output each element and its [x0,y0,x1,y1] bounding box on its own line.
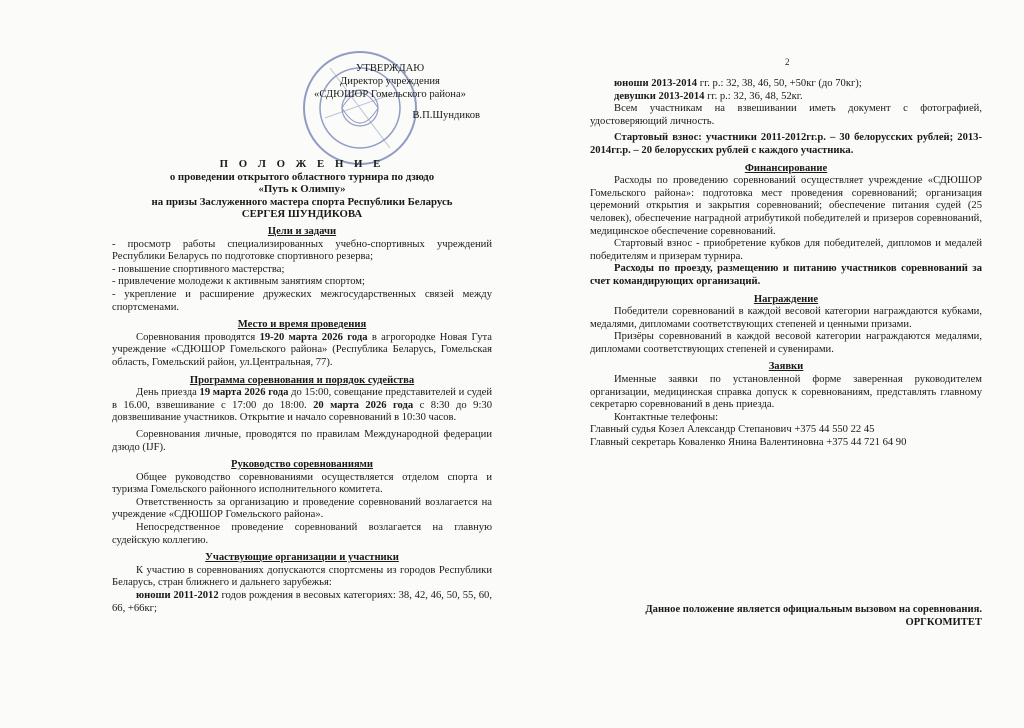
goal-item: - привлечение молодежи к активным занятиям спортом; [112,276,365,288]
contact-judge: Главный судья Козел Александр Степанович +375 44 550 22 45 [590,424,875,436]
place-heading: Место и время проведения [237,319,367,331]
management-p3: Непосредственное проведение соревнований возлагается на главную судейскую коллегию. [112,522,492,546]
title-line3: на призы Заслуженного мастера спорта Республики Беларусь [151,195,453,208]
program-heading: Программа соревнования и порядок судейства [189,374,415,386]
contacts-label: Контактные телефоны: [614,411,719,423]
goal-item: - повышение спортивного мастерства; [112,263,285,275]
place-text: Соревнования проводятся 19-20 марта 2026 года в агрогородке Новая Гута учреждение «СДЮШОР Гомельского района» (Республика Беларусь, Гомельская область, Гомельский район, ул.Центральная, 77). [112,331,492,368]
participants-girls: девушки 2013-2014 гг. р.: 32, 36, 48, 52кг. [614,90,803,102]
footer-line1: Данное положение является официальным вызовом на соревнования. [645,604,982,615]
approve-line2: «СДЮШОР Гомельского района» [314,89,466,100]
finance-p2: Стартовый взнос - приобретение кубков для победителей, дипломов и медалей победителям и призерам турнира. [590,238,982,262]
program-text: День приезда 19 марта 2026 года до 15:00, совещание представителей и судей в 16.00, взвешивание с 17:00 до 18:00. 20 марта 2026 года с 8:30 до 9:30 довзвешивание участников. Открытие и начало соревнований в 10:30 часов. [112,387,492,424]
footer-block [590,603,982,629]
finance-p3: Расходы по проезду, размещению и питанию участников соревнований за счет командирующих организаций. [590,263,982,287]
goal-item: - укрепление и расширение дружеских межгосударственных связей между спортсменами. [112,288,492,313]
approval-block [270,62,510,122]
title-word: П О Л О Ж Е Н И Е [219,158,385,170]
title-line1: о проведении открытого областного турнира по дзюдо [169,170,435,183]
approve-signer: В.П.Шундиков [412,110,480,121]
finance-p1: Расходы по проведению соревнований осуществляет учреждение «СДЮШОР Гомельского района»: подготовка мест проведения соревнований; организация церемоний открытия и закрытия соревнований; обеспечение питания судей (25 человек), обеспечение наградной атрибутикой победителей и призеров соревнований, медицинское обеспечение соревнований. [590,175,982,237]
participants-p1: К участию в соревнованиях допускаются спортсмены из городов Республики Беларусь, стран ближнего и дальнего зарубежья: [112,564,492,589]
awards-heading: Награждение [753,293,819,305]
contact-secretary: Главный секретарь Коваленко Янина Валентиновна +375 44 721 64 90 [590,437,907,449]
participants-boys2: юноши 2013-2014 гг. р.: 32, 38, 46, 50, +50кг (до 70кг); [614,78,862,89]
management-p1: Общее руководство соревнованиями осуществляется отделом спорта и туризма Гомельского районного исполнительного комитета. [112,471,492,496]
program-rules: Соревнования личные, проводятся по правилам Международной федерации дзюдо (IJF). [112,428,492,453]
management-p2: Ответственность за организацию и проведение соревнований возлагается на учреждение «СДЮШОР Гомельского района». [112,496,492,521]
awards-p1: Победители соревнований в каждой весовой категории награждаются кубками, медалями, дипломами соответствующих степеней и ценными призами. [590,306,982,330]
applications-heading: Заявки [768,361,804,373]
awards-p2: Призёры соревнований в каждой весовой категории награждаются медалями, дипломами соответствующих степеней и сувенирами. [590,331,982,355]
participants-boys1: юноши 2011-2012 годов рождения в весовых категориях: 38, 42, 46, 50, 55, 60, 66, +66кг; [112,590,493,614]
approve-title: УТВЕРЖДАЮ [355,63,425,74]
participants-fee: Стартовый взнос: участники 2011-2012гг.р. – 30 белорусских рублей; 2013-2014гг.р. – 20 белорусских рублей с каждого участника. [590,132,982,156]
page-number: 2 [785,57,790,67]
finance-heading: Финансирование [744,162,828,174]
applications-p1: Именные заявки по установленной форме заверенная руководителем организации, медицинская справка допуск к соревнованиям, представлять главному секретарю соревнований в день приезда. [590,374,982,411]
goals-heading: Цели и задачи [267,226,337,237]
left-column [112,226,492,615]
goal-item: - просмотр работы специализированных учебно-спортивных учреждений Республики Беларусь по подготовке спортивного резерва; [112,238,492,263]
title-line4: СЕРГЕЯ ШУНДИКОВА [241,208,363,221]
approve-line1: Директор учреждения [340,76,440,87]
footer-organizer: ОРГКОМИТЕТ [905,617,982,628]
right-column [590,78,982,450]
participants-heading: Участвующие организации и участники [205,552,399,564]
management-heading: Руководство соревнованиями [231,459,373,471]
title-line2: «Путь к Олимпу» [258,183,346,196]
document-title [112,158,492,221]
participants-doc: Всем участникам на взвешивании иметь документ с фотографией, удостоверяющий личность. [590,103,982,127]
